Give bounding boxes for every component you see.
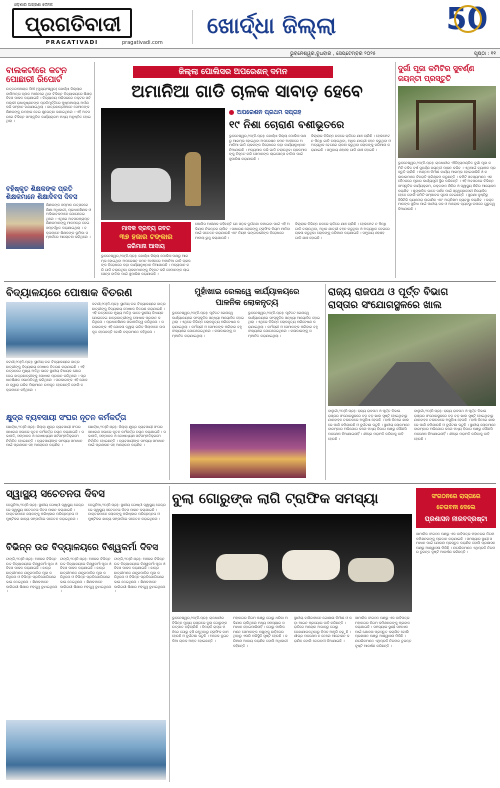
story-uniform-body-2: ଜଟଣୀ,୨୦(ନି.ପ୍ର): ସ୍ଥାନୀୟ ଉଚ୍ଚ ବିଦ୍ୟାଳୟରେ ଛାତ୍ରଛାତ୍ରୀଙ୍କୁ ବିଦ୍ୟାଳୟ ପୋଷାକ ବିତରଣ କରାଯାଇଛି । ଏହି ଉତ୍ସବରେ ମୁଖ୍ୟ ଅତିଥି ଭାବେ ସ୍ଥାନୀୟ ବିଧାୟକ ଯୋଗଦେଇ ଛାତ୍ରଛାତ୍ରୀଙ୍କୁ ପୋଷାକ ପ୍ରଦାନ କରିଥିଲେ । ପ୍ରଧାନଶିକ୍ଷକ ସଭାପତିତ୍ୱ କରିଥିଲେ । ସରକାରଙ୍କ ଏହି ଯୋଜନା ଦ୍ୱାରା ଗରିବ ପିଲାମାନେ ଉପକୃତ ହେଉଛନ୍ତି ବୋଲି ବକ୍ତାମାନେ କହିଥିଲେ । [6, 360, 88, 392]
lead-body-bottom-right: ଜିଲ୍ଲାର ବିଭିନ୍ନ ଛକରେ ରାତିରେ ଯାଞ୍ଚ ଚାଲିଛି । ହେଲମେଟ ନ ପିନ୍ଧି ଗାଡି ଚଲାଉଥିବା, ଅଧିକ ଯାତ୍ରୀ ବହନ କରୁଥିବା ଓ ଅତ୍ୟଧିକ ବେଗରେ ଚାଳନା କରୁଥିବା ଲୋକଙ୍କୁ ଜରିମାନା କରାଯାଇଛି । ସମୁଦାୟ ଶହଶହ ଗାଡି ଯାଞ୍ଚ ହୋଇଛି । [295, 222, 390, 240]
lead-subkicker-band [229, 108, 391, 117]
right-photo-scaffold [416, 100, 476, 150]
story-cattle-callout-2: ଚେତାବନୀ ଦେଲେ [436, 504, 476, 511]
right-column [398, 62, 496, 278]
story-cattle-body-3: ସ୍ଥାନୀୟ ବାସିନ୍ଦାମାନେ ଗୋଶାଳା ନିର୍ମାଣ ଓ କଡ଼ା ଆଇନ ପ୍ରୟୋଗ ଦାବି କରିଛନ୍ତି । ରାତିରେ ଆଲୋକ ଅଭାବରୁ ଗୋରୁ ଦେଖାଯାଉନଥିବାରୁ ବିପଦ ଆହୁରି ବଢ଼ୁଛି । ଶୀଘ୍ର ପଦକ୍ଷେପ ନ ନେଲେ ଆନ୍ଦୋଳନ କରାଯିବ ବୋଲି ଚେତାବନୀ ଦିଆଯାଇଛି । [294, 616, 352, 643]
left-portrait-photo [6, 203, 44, 249]
story-railway-photo [190, 424, 306, 478]
section-banner [192, 10, 400, 44]
brand-logo [12, 8, 132, 38]
lead-subkicker: ଅପରେଶନ ପ୍ରଥମ ସପ୍ତାହ [237, 109, 302, 116]
right-headline-b: ଜୟନ୍ତୀ ପ୍ରସ୍ତୁତି [398, 74, 452, 83]
story-vishwakarma-body-2: ଟାଙ୍ଗି,୨୦(ନି.ପ୍ର): ଅଞ୍ଚଳର ବିଭିନ୍ନ ଉଚ୍ଚ ବିଦ୍ୟାଳୟରେ ବିଶ୍ୱକର୍ମା ପୂଜା ଓ ଦିବସ ପାଳନ କରାଯାଇଛି । ଛାତ୍ରଛାତ୍ରୀମାନେ ଯନ୍ତ୍ରପାତିର ପୂଜା କରିଥିଲେ ଓ ବିଭିନ୍ନ ପ୍ରତିଯୋଗିତାରେ ଭାଗ ନେଇଥିଲେ । ଶିକ୍ଷକମାନେ କାରିଗରୀ ଶିକ୍ଷାର ମହତ୍ତ୍ୱ ବୁଝାଇଥିଲେ । [60, 557, 112, 594]
story-cattle-photo-cow-1 [216, 554, 268, 580]
right-body: ଭୁବନେଶ୍ୱର,୨୦(ନି.ପ୍ର): ରାଜଧାନୀର ଐତିହ୍ୟମଣ୍ଡିତ ଦୁର୍ଗା ପୂଜା କମିଟି ଚଳିତ ବର୍ଷ ସୁବର୍ଣ୍ଣ ଜୟନ୍ତୀ ପାଳନ କରିବ । ଏଥିପାଇଁ ବ୍ୟାପକ ପ୍ରସ୍ତୁତି ଚାଲିଛି । ମଣ୍ଡପ ନିର୍ମାଣ କାର୍ଯ୍ୟ ଆରମ୍ଭ ହୋଇସାରିଛି ଓ କଳାକାରମାନେ ଦିନରାତି ପରିଶ୍ରମ କରୁଛନ୍ତି । କମିଟି ସଦସ୍ୟମାନେ ଏକ ବୈଠକରେ ପୂଜାର କାର୍ଯ୍ୟସୂଚୀ ସ୍ଥିର କରିଛନ୍ତି । ଏହି ଅବସରରେ ବିଭିନ୍ନ ସାଂସ୍କୃତିକ କାର୍ଯ୍ୟକ୍ରମ, ରକ୍ତଦାନ ଶିବିର ଓ ସ୍ୱାସ୍ଥ୍ୟ ଶିବିର ଆୟୋଜନ କରାଯିବ । ଶୃଙ୍ଖଳିତ ଭାବେ ଦର୍ଶନ ପାଇଁ ସ୍ୱେଚ୍ଛାସେବୀ ନିୟୋଜିତ ହେବେ ବୋଲି କମିଟି ସମ୍ପାଦକ ସୂଚନା ଦେଇଛନ୍ତି । ସୁରକ୍ଷା ଦୃଷ୍ଟିରୁ ସିସିଟିଭି କ୍ୟାମେରା ଲଗାଯିବ ଏବଂ ଅଗ୍ନିଶମ ବ୍ୟବସ୍ଥା କରାଯିବ । ଭକ୍ତମାନଙ୍କ ସୁବିଧା ପାଇଁ ପାନୀୟ ଜଳ ଓ ଆଲୋକ ବ୍ୟବସ୍ଥା ଉପରେ ଗୁରୁତ୍ୱ ଦିଆଯାଉଛି । [398, 161, 496, 211]
dateline-bar [0, 48, 500, 58]
lead-body-right: ଭୁବନେଶ୍ୱର,୨୦(ନି.ପ୍ର): ଖୋର୍ଦ୍ଧା ଜିଲ୍ଲା ପୋଲିସ ପକ୍ଷରୁ ଆରମ୍ଭ ହୋଇଥିବା ଅପରେଶନ ଦମନ ଅଧୀନରେ ଅମାନିଆ ଗାଡି ଚାଳକଙ୍କ ବିରୋଧରେ କଡ଼ା କାର୍ଯ୍ୟାନୁଷ୍ଠାନ ନିଆଯାଉଛି । ମଦ୍ୟପାନ କରି ଗାଡି ଚଲାଉଥିବା ଚାଳକମାନଙ୍କୁ ଚିହ୍ନଟ କରି ସେମାନଙ୍କ ଲାଇସେନ୍ସ ବାତିଲ ପାଇଁ ସୁପାରିଶ କରାଯାଉଛି । [229, 134, 307, 161]
anniversary-badge [444, 4, 490, 42]
column-rule [325, 284, 326, 480]
right-headline-a: ଦୁର୍ଗା ପୂଜା କମିଟିର ସୁବର୍ଣ୍ଣ [398, 64, 475, 73]
lead-callout-line-3: ଜରିମାନା ଆଦାୟ [127, 243, 165, 250]
left-column [6, 62, 92, 272]
story-vishwakarma-headline: ବିଭିନ୍ନ ଉଚ୍ଚ ବିଦ୍ୟାଳୟରେ ବିଶ୍ୱକର୍ମା ଦିବସ [6, 543, 159, 553]
lead-photo [101, 108, 225, 220]
story-cattle [172, 486, 496, 784]
story-road-body: ବାଲୁଗାଁ,୨୦(ନି.ପ୍ର): ରାଜ୍ୟ ରାଜପଥ ଓ ପୂର୍ତ୍ତ ବିଭାଗ ରାସ୍ତାର ସଂଯୋଗସ୍ଥଳରେ ବଡ଼ ବଡ଼ ଖାଲ ସୃଷ୍ଟି ହୋଇଥିବାରୁ ଯାନବାହନ ଚଳାଚଳରେ ଅସୁବିଧା ହେଉଛି । ବର୍ଷା ଦିନରେ ଖାଲରେ ପାଣି ଜମିଯାଉଛି ଓ ଦୁର୍ଘଟଣା ଘଟୁଛି । ସ୍ଥାନୀୟ ଲୋକମାନେ ବାରମ୍ବାର ଅଭିଯୋଗ କଲେ ମଧ୍ୟ ବିଭାଗ ପକ୍ଷରୁ କୌଣସି ପଦକ୍ଷେପ ନିଆଯାଇନାହିଁ । ଶୀଘ୍ର ମରାମତି କରିବାକୁ ଦାବି ହେଉଛି । [328, 409, 410, 441]
lead-photo-vehicle [111, 168, 171, 202]
story-health-headline: ସ୍ୱାସ୍ଥ୍ୟ ସଚେତନତା ଦିବସ [6, 489, 105, 500]
story-railway-body: ଭୁବନେଶ୍ୱର,୨୦(ନି.ପ୍ର): ପୂର୍ବତଟ ରେଲୱେ କାର୍ଯ୍ୟାଳୟରେ ସାଂସ୍କୃତିକ ସନ୍ଧ୍ୟା ଆୟୋଜିତ ହୋଇଥିଲା । ଏଥିରେ ବିଭିନ୍ନ ଲୋକନୃତ୍ୟ ପରିବେଷଣ କରାଯାଇଥିଲା । କର୍ମଚାରୀ ଓ ସେମାନଙ୍କ ପରିବାର ବହୁ ସଂଖ୍ୟାରେ ଯୋଗଦେଇଥିଲେ । କଳାକାରଙ୍କୁ ସମ୍ମାନିତ କରାଯାଇଥିଲା । [172, 311, 244, 338]
story-cattle-callout [416, 488, 496, 528]
left-headline-1b: ପୋଛାରୀ ରିପୋର୍ଟ [6, 75, 63, 85]
left-story-2-body: ଶିକ୍ଷକଙ୍କ ସମ୍ମାନ ଉତ୍ସବରେ ଶିକ୍ଷା ଅଧିକାରୀ, ପ୍ରଧାନଶିକ୍ଷକ ଓ ଅଭିଭାବକମାନେ ଯୋଗଦେଇଥିଲେ । ଏଥିରେ ଅବସରପ୍ରାପ୍ତ ଶିକ୍ଷକମାନଙ୍କୁ ମାନପତ୍ର ଦେଇ ସମ୍ବର୍ଦ୍ଧିତ କରାଯାଇଥିଲା । ବକ୍ତାମାନେ ଶିକ୍ଷକଙ୍କ ଭୂମିକା ସମ୍ପର୍କରେ ଆଲୋଚନା କରିଥିଲେ । [46, 203, 92, 240]
band-rule [4, 483, 496, 484]
story-road-photo [328, 314, 496, 406]
lead-callout-line-1: ମାଦକ ଦ୍ରବ୍ୟ ଜବତ [121, 225, 171, 232]
lead-body-bottom-left: ପୋଲିସ ଅଧୀକ୍ଷକ କହିଛନ୍ତି ଯେ ସଡ଼କ ଦୁର୍ଘଟଣା କମାଇବା ପାଇଁ ଏହି ଅଭିଯାନ ନିରନ୍ତର ଚାଲିବ । ସାଧାରଣ ଲୋକଙ୍କୁ ଟ୍ରାଫିକ ନିୟମ ମାନିବା ପାଇଁ ସଚେତନ କରାଯାଉଛି ଏବଂ ନିୟମ ଭଙ୍ଗକାରୀଙ୍କ ବିରୋଧରେ ମାମଲା ରୁଜୁ କରାଯାଉଛି । [195, 222, 291, 240]
lead-kicker-band [133, 66, 333, 78]
story-road-body-2: ବାଲୁଗାଁ,୨୦(ନି.ପ୍ର): ରାଜ୍ୟ ରାଜପଥ ଓ ପୂର୍ତ୍ତ ବିଭାଗ ରାସ୍ତାର ସଂଯୋଗସ୍ଥଳରେ ବଡ଼ ବଡ଼ ଖାଲ ସୃଷ୍ଟି ହୋଇଥିବାରୁ ଯାନବାହନ ଚଳାଚଳରେ ଅସୁବିଧା ହେଉଛି । ବର୍ଷା ଦିନରେ ଖାଲରେ ପାଣି ଜମିଯାଉଛି ଓ ଦୁର୍ଘଟଣା ଘଟୁଛି । ସ୍ଥାନୀୟ ଲୋକମାନେ ବାରମ୍ବାର ଅଭିଯୋଗ କଲେ ମଧ୍ୟ ବିଭାଗ ପକ୍ଷରୁ କୌଣସି ପଦକ୍ଷେପ ନିଆଯାଇନାହିଁ । ଶୀଘ୍ର ମରାମତି କରିବାକୁ ଦାବି ହେଉଛି । [414, 409, 496, 441]
story-health-body: ବେଗୁନିଆ,୨୦(ନି.ପ୍ର): ସ୍ଥାନୀୟ ଗୋଷ୍ଠୀ ସ୍ୱାସ୍ଥ୍ୟ କେନ୍ଦ୍ରରେ ସ୍ୱାସ୍ଥ୍ୟ ସଚେତନତା ଦିବସ ପାଳନ କରାଯାଇଛି । ଡାକ୍ତରମାନେ ଲୋକଙ୍କୁ ପରିଷ୍କାର ପରିଚ୍ଛନ୍ନତା ଓ ପୁଷ୍ଟିକର ଖାଦ୍ୟ ସମ୍ପର୍କରେ ସଚେତନ କରାଇଥିଲେ । [6, 503, 84, 521]
lead-headline: ଅମାନିଆ ଗାଡି ଚାଳକ ସାବାଡ଼ ହେବେ [131, 82, 363, 102]
story-vishwakarma-body: ଟାଙ୍ଗି,୨୦(ନି.ପ୍ର): ଅଞ୍ଚଳର ବିଭିନ୍ନ ଉଚ୍ଚ ବିଦ୍ୟାଳୟରେ ବିଶ୍ୱକର୍ମା ପୂଜା ଓ ଦିବସ ପାଳନ କରାଯାଇଛି । ଛାତ୍ରଛାତ୍ରୀମାନେ ଯନ୍ତ୍ରପାତିର ପୂଜା କରିଥିଲେ ଓ ବିଭିନ୍ନ ପ୍ରତିଯୋଗିତାରେ ଭାଗ ନେଇଥିଲେ । ଶିକ୍ଷକମାନେ କାରିଗରୀ ଶିକ୍ଷାର ମହତ୍ତ୍ୱ ବୁଝାଇଥିଲେ । [6, 557, 58, 594]
story-vishwakarma-photo [6, 720, 166, 780]
left-headline-2b: ଶିକ୍ଷକମାନେ ଶିକ୍ଷାଦିବସ ଦିବସ [6, 193, 78, 201]
column-rule [169, 486, 170, 782]
story-road [328, 284, 496, 480]
story-road-photo-asphalt [358, 362, 468, 406]
brand-name: ପ୍ରଗତିବାଦୀ [24, 12, 122, 36]
story-traders-body-2: ଖୋର୍ଦ୍ଧା,୨୦(ନି.ପ୍ର): ଜିଲ୍ଲା କ୍ଷୁଦ୍ର ବ୍ୟବସାୟୀ ସଂଘର ସାଧାରଣ ସଭାରେ ନୂତନ କର୍ମକର୍ତ୍ତା ଚୟନ କରାଯାଇଛି । ସଭାପତି, ସମ୍ପାଦକ ଓ କୋଷାଧ୍ୟକ୍ଷ ସର୍ବସମ୍ମତିକ୍ରମେ ନିର୍ବାଚିତ ହୋଇଛନ୍ତି । ବ୍ୟବସାୟୀଙ୍କ ସମସ୍ୟା ସମାଧାନ ପାଇଁ ପ୍ରଶାସନ ସହ ଆଲୋଚନା କରାଯିବ । [88, 425, 166, 448]
lead-callout [101, 222, 191, 252]
column-rule [395, 62, 396, 278]
brand-website: pragativadi.com [122, 40, 163, 46]
story-cattle-body-4: ସାମାଜିକ ସଂଗଠନ ପକ୍ଷରୁ ଏକ ଦାବିପତ୍ର ମହାନଗର ନିଗମ କମିଶନରଙ୍କୁ ପ୍ରଦାନ କରାଯାଇଛି । ସମସ୍ୟାର ସ୍ଥାୟୀ ସମାଧାନ ପାଇଁ ଯୋଜନା ପ୍ରସ୍ତୁତ କରାଯିବ ବୋଲି ପ୍ରଶାସନ ପକ୍ଷରୁ ଆଶ୍ୱାସନା ମିଳିଛି । ନାଗରିକମାନେ ଏଥିପ୍ରତି ନିଗମର ତୁରନ୍ତ ଦୃଷ୍ଟି ଆକର୍ଷଣ କରିଛନ୍ତି । [355, 616, 412, 648]
lead-story [97, 62, 393, 280]
left-story-body: ଉତ୍ତରପଞ୍ଚାୟତ ସିଆଁ (ମୁଖ୍ୟାଂଶ୍ୱର) ଖୋର୍ଦ୍ଧା ଜିଲ୍ଲାର ବାଲିଅନ୍ତା ବ୍ଲକ ଅଧୀନରେ ଥିବା ବିଭିନ୍ନ ବିଦ୍ୟାଳୟରେ ଶିକ୍ଷକ ଦିବସ ପାଳନ କରାଯାଇଛି । ବିଦ୍ୟାଳୟ ପରିସରରେ ଡକ୍ଟର ସର୍ବପଲ୍ଲୀ ରାଧାକୃଷ୍ଣନଙ୍କ ପ୍ରତିମୂର୍ତ୍ତିରେ ପୁଷ୍ପମାଲ୍ୟ ଅର୍ପଣ କରି ସମ୍ମାନ ଜଣାଯାଇଥିଲା । ଛାତ୍ରଛାତ୍ରୀମାନେ ସେମାନଙ୍କ ଶିକ୍ଷକଙ୍କୁ ଉପହାର ଦେଇ ଶୁଭେଚ୍ଛା ଜଣାଇଥିଲେ । ଏହି ଅବସରରେ ବିଭିନ୍ନ ସାଂସ୍କୃତିକ କାର୍ଯ୍ୟକ୍ରମ ମଧ୍ୟ ଅନୁଷ୍ଠିତ ହୋଇଥିଲା । [6, 87, 92, 124]
left-headline-1a: ବାଲକଟୀରେ କଟନ [6, 66, 67, 76]
story-vishwakarma [6, 540, 166, 782]
lead-kicker: ଜିଲ୍ଲା ପୋଲିସର ଅପରେଶନ୍ ଦମନ [178, 67, 288, 76]
story-uniform-body: ଜଟଣୀ,୨୦(ନି.ପ୍ର): ସ୍ଥାନୀୟ ଉଚ୍ଚ ବିଦ୍ୟାଳୟରେ ଛାତ୍ରଛାତ୍ରୀଙ୍କୁ ବିଦ୍ୟାଳୟ ପୋଷାକ ବିତରଣ କରାଯାଇଛି । ଏହି ଉତ୍ସବରେ ମୁଖ୍ୟ ଅତିଥି ଭାବେ ସ୍ଥାନୀୟ ବିଧାୟକ ଯୋଗଦେଇ ଛାତ୍ରଛାତ୍ରୀଙ୍କୁ ପୋଷାକ ପ୍ରଦାନ କରିଥିଲେ । ପ୍ରଧାନଶିକ୍ଷକ ସଭାପତିତ୍ୱ କରିଥିଲେ । ସରକାରଙ୍କ ଏହି ଯୋଜନା ଦ୍ୱାରା ଗରିବ ପିଲାମାନେ ଉପକୃତ ହେଉଛନ୍ତି ବୋଲି ବକ୍ତାମାନେ କହିଥିଲେ । [92, 302, 166, 334]
story-traders-body: ଖୋର୍ଦ୍ଧା,୨୦(ନି.ପ୍ର): ଜିଲ୍ଲା କ୍ଷୁଦ୍ର ବ୍ୟବସାୟୀ ସଂଘର ସାଧାରଣ ସଭାରେ ନୂତନ କର୍ମକର୍ତ୍ତା ଚୟନ କରାଯାଇଛି । ସଭାପତି, ସମ୍ପାଦକ ଓ କୋଷାଧ୍ୟକ୍ଷ ସର୍ବସମ୍ମତିକ୍ରମେ ନିର୍ବାଚିତ ହୋଇଛନ୍ତି । ବ୍ୟବସାୟୀଙ୍କ ସମସ୍ୟା ସମାଧାନ ପାଇଁ ପ୍ରଶାସନ ସହ ଆଲୋଚନା କରାଯିବ । [6, 425, 84, 448]
story-health-body-2: ବେଗୁନିଆ,୨୦(ନି.ପ୍ର): ସ୍ଥାନୀୟ ଗୋଷ୍ଠୀ ସ୍ୱାସ୍ଥ୍ୟ କେନ୍ଦ୍ରରେ ସ୍ୱାସ୍ଥ୍ୟ ସଚେତନତା ଦିବସ ପାଳନ କରାଯାଇଛି । ଡାକ୍ତରମାନେ ଲୋକଙ୍କୁ ପରିଷ୍କାର ପରିଚ୍ଛନ୍ନତା ଓ ପୁଷ୍ଟିକର ଖାଦ୍ୟ ସମ୍ପର୍କରେ ସଚେତନ କରାଇଥିଲେ । [88, 503, 166, 521]
story-railway-headline-a: ମୁହାଁଖାଇ ରେଲୱେ କାର୍ଯ୍ୟାଳୟରେ [194, 287, 300, 296]
story-railway-headline-b: ପାଳନିକ ଲୋକନୃତ୍ୟ [215, 298, 279, 307]
story-cattle-callout-3: ପ୍ରଶାସନ ନୀରବଦ୍ରଷ୍ଟା [424, 515, 488, 523]
story-health [6, 486, 166, 538]
story-cattle-callout-1: ସଂଗଠନରେ ରାସ୍ତାରେ [431, 493, 481, 500]
column-rule [94, 62, 95, 278]
story-uniform-headline: ବିଦ୍ୟାଳୟରେ ପୋଷାକ ବିତରଣ [6, 287, 133, 299]
bullet-icon [229, 110, 234, 115]
story-railway [172, 284, 322, 480]
story-cattle-photo [172, 514, 412, 612]
lead-subheadline: ୧୯ ନିଶା ଚୋରାଣ ବଶୀଭୂତରେ [229, 119, 345, 131]
story-vishwakarma-body-3: ଟାଙ୍ଗି,୨୦(ନି.ପ୍ର): ଅଞ୍ଚଳର ବିଭିନ୍ନ ଉଚ୍ଚ ବିଦ୍ୟାଳୟରେ ବିଶ୍ୱକର୍ମା ପୂଜା ଓ ଦିବସ ପାଳନ କରାଯାଇଛି । ଛାତ୍ରଛାତ୍ରୀମାନେ ଯନ୍ତ୍ରପାତିର ପୂଜା କରିଥିଲେ ଓ ବିଭିନ୍ନ ପ୍ରତିଯୋଗିତାରେ ଭାଗ ନେଇଥିଲେ । ଶିକ୍ଷକମାନେ କାରିଗରୀ ଶିକ୍ଷାର ମହତ୍ତ୍ୱ ବୁଝାଇଥିଲେ । [114, 557, 166, 594]
lead-body-bottom-under: ଭୁବନେଶ୍ୱର,୨୦(ନି.ପ୍ର): ଖୋର୍ଦ୍ଧା ଜିଲ୍ଲା ପୋଲିସ ପକ୍ଷରୁ ଆରମ୍ଭ ହୋଇଥିବା ଅପରେଶନ ଦମନ ଅଧୀନରେ ଅମାନିଆ ଗାଡି ଚାଳକଙ୍କ ବିରୋଧରେ କଡ଼ା କାର୍ଯ୍ୟାନୁଷ୍ଠାନ ନିଆଯାଉଛି । ମଦ୍ୟପାନ କରି ଗାଡି ଚଲାଉଥିବା ଚାଳକମାନଙ୍କୁ ଚିହ୍ନଟ କରି ସେମାନଙ୍କ ଲାଇସେନ୍ସ ବାତିଲ ପାଇଁ ସୁପାରିଶ କରାଯାଉଛି । [101, 254, 191, 277]
story-railway-body-2: ଭୁବନେଶ୍ୱର,୨୦(ନି.ପ୍ର): ପୂର୍ବତଟ ରେଲୱେ କାର୍ଯ୍ୟାଳୟରେ ସାଂସ୍କୃତିକ ସନ୍ଧ୍ୟା ଆୟୋଜିତ ହୋଇଥିଲା । ଏଥିରେ ବିଭିନ୍ନ ଲୋକନୃତ୍ୟ ପରିବେଷଣ କରାଯାଇଥିଲା । କର୍ମଚାରୀ ଓ ସେମାନଙ୍କ ପରିବାର ବହୁ ସଂଖ୍ୟାରେ ଯୋଗଦେଇଥିଲେ । କଳାକାରଙ୍କୁ ସମ୍ମାନିତ କରାଯାଇଥିଲା । [248, 311, 320, 338]
page-number: ପୃଷ୍ଠା : ୧୧ [474, 51, 496, 57]
lead-callout-line-2: ୩୭ ହଜାର ଟଙ୍କାର [119, 233, 173, 241]
story-cattle-photo-cow-2 [282, 550, 340, 580]
story-cattle-body-2: ମହାନଗର ନିଗମ ପକ୍ଷରୁ ଗୋରୁ ଧରିବା ଅଭିଯାନ ଚାଲିଥିଲେ ମଧ୍ୟ ସମସ୍ୟାର ସମାଧାନ ହୋଇପାରିନାହିଁ । ଗୋରୁ ମାଲିକମାନେ ସେମାନଙ୍କ ପଶୁଙ୍କୁ ଛାଡ଼ିଦେଉଥିବାରୁ ଏପରି ପରିସ୍ଥିତି ସୃଷ୍ଟି ହେଉଛି । ଜରିମାନା ଆଦାୟ କରାଯିବ ବୋଲି ଅଧିକାରୀ କହିଛନ୍ତି । [233, 616, 288, 648]
dateline: ଭୁବନେଶ୍ୱର,ବୁଧବାର , ସେପ୍ଟେମ୍ବର ୨୦୨୫ [290, 51, 376, 57]
band-rule [4, 281, 496, 282]
anniversary-ring-icon [454, 5, 482, 33]
left-headline-2a: ବହିଷ୍କୃତ ଶିକ୍ଷକଙ୍କ ପ୍ରତି [6, 185, 73, 193]
story-cattle-headline: ବୁଲା ଗୋରୁଙ୍କ ଲାଗି ଟ୍ରାଫିକ ସମସ୍ୟା [172, 491, 379, 507]
story-traders-headline: କ୍ଷୁଦ୍ର ବ୍ୟବସାୟୀ ସଂଘର ନୂତନ କର୍ମକର୍ତ୍ତା [6, 413, 127, 422]
right-photo [398, 86, 496, 158]
story-road-headline-a: ରାଜ୍ୟ ରାଜପଥ ଓ ପୂର୍ତ୍ତ ବିଭାଗ [328, 287, 449, 298]
masthead [0, 0, 500, 66]
lead-body-right-2: ଜିଲ୍ଲାର ବିଭିନ୍ନ ଛକରେ ରାତିରେ ଯାଞ୍ଚ ଚାଲିଛି । ହେଲମେଟ ନ ପିନ୍ଧି ଗାଡି ଚଲାଉଥିବା, ଅଧିକ ଯାତ୍ରୀ ବହନ କରୁଥିବା ଓ ଅତ୍ୟଧିକ ବେଗରେ ଚାଳନା କରୁଥିବା ଲୋକଙ୍କୁ ଜରିମାନା କରାଯାଇଛି । ସମୁଦାୟ ଶହଶହ ଗାଡି ଯାଞ୍ଚ ହୋଇଛି । [311, 134, 391, 152]
story-uniform-photo [6, 302, 88, 358]
lead-photo-officer [185, 152, 201, 206]
brand-latin: PRAGATIVADI [45, 40, 99, 46]
story-road-headline-b: ରାସ୍ତାର ସଂଯୋଗସ୍ଥଳରେ ଖାଲ [328, 300, 442, 311]
story-cattle-side-body: ସାମାଜିକ ସଂଗଠନ ପକ୍ଷରୁ ଏକ ଦାବିପତ୍ର ମହାନଗର ନିଗମ କମିଶନରଙ୍କୁ ପ୍ରଦାନ କରାଯାଇଛି । ସମସ୍ୟାର ସ୍ଥାୟୀ ସମାଧାନ ପାଇଁ ଯୋଜନା ପ୍ରସ୍ତୁତ କରାଯିବ ବୋଲି ପ୍ରଶାସନ ପକ୍ଷରୁ ଆଶ୍ୱାସନା ମିଳିଛି । ନାଗରିକମାନେ ଏଥିପ୍ରତି ନିଗମର ତୁରନ୍ତ ଦୃଷ୍ଟି ଆକର୍ଷଣ କରିଛନ୍ତି । [416, 532, 496, 555]
column-rule [169, 284, 170, 480]
story-uniform [6, 284, 166, 480]
section-title: ଖୋର୍ଦ୍ଧା ଜିଲ୍ଲା [207, 14, 337, 39]
story-cattle-photo-cow-3 [348, 558, 394, 582]
masthead-tagline: ଓଡ଼ିଶାର ଅଗ୍ରଣୀ ଦୈନିକ [14, 3, 53, 7]
anniversary-number: 50 [446, 2, 488, 37]
story-cattle-body-1: ଭୁବନେଶ୍ୱର,୨୦(ନି.ପ୍ର): ରାଜଧାନୀର ବିଭିନ୍ନ ମୁଖ୍ୟ ରାସ୍ତାରେ ବୁଲା ଗୋରୁଙ୍କ ଉତ୍ପାତ ବଢ଼ିଚାଲିଛି । ଦିନରାତି ରାସ୍ତା ମଝିରେ ଗୋରୁ ବସି ରହୁଥିବାରୁ ଟ୍ରାଫିକ ଜାମ ହେଉଛି ଓ ଦୁର୍ଘଟଣା ଘଟୁଛି । ଅନେକ ଦୁଇଚକିଆ ଚାଳକ ଆହତ ହୋଇଛନ୍ତି । [172, 616, 229, 643]
